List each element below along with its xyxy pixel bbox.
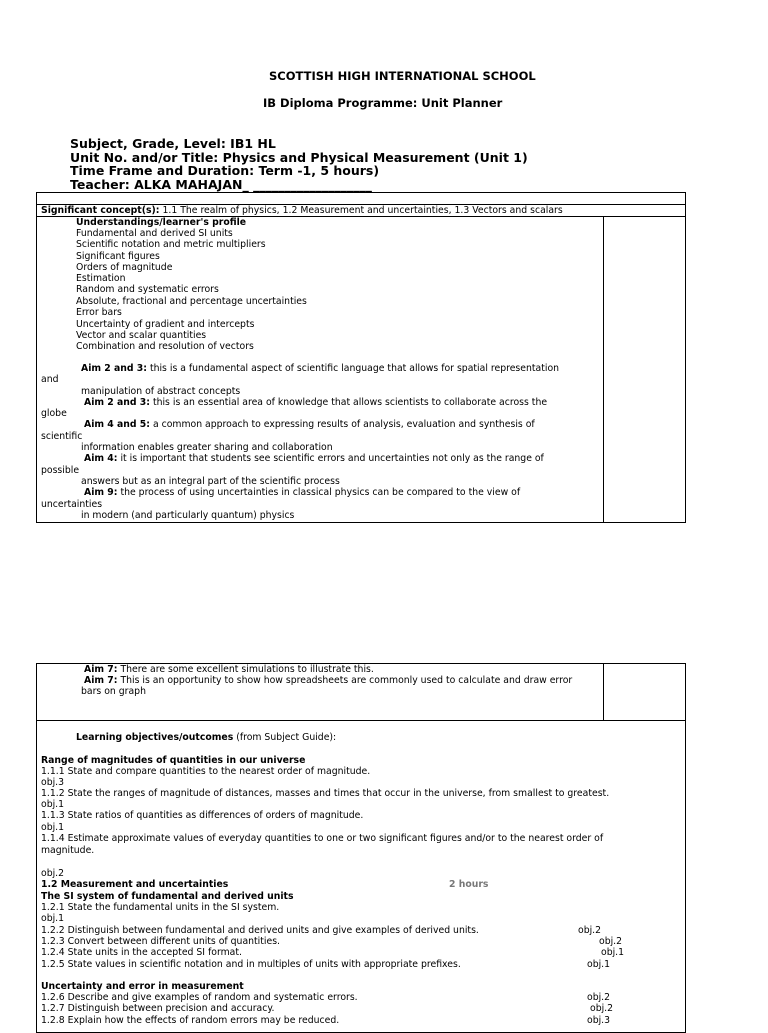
objective-cont: magnitude. <box>41 845 95 856</box>
understanding-item: Orders of magnitude <box>76 262 173 273</box>
objective-ref: obj.2 <box>599 936 623 947</box>
aim-label: Aim 2 and 3: <box>81 363 147 374</box>
programme-title: IB Diploma Programme: Unit Planner <box>263 96 503 110</box>
aim-cont: in modern (and particularly quantum) physics <box>81 510 295 521</box>
lo-suffix: (from Subject Guide): <box>233 732 337 743</box>
lo-label: Learning objectives/outcomes <box>76 732 234 743</box>
objective: 1.2.1 State the fundamental units in the SI system. <box>41 902 280 913</box>
aim7-line <box>84 675 572 686</box>
significant-concepts <box>41 205 563 216</box>
aim7-cont: bars on graph <box>81 686 146 697</box>
objective: 1.1.2 State the ranges of magnitude of distances, masses and times that occur in the universe, from smallest to greatest. <box>41 788 610 799</box>
aim-label: Aim 9: <box>84 487 118 498</box>
school-name: SCOTTISH HIGH INTERNATIONAL SCHOOL <box>269 69 536 83</box>
aim-label: Aim 7: <box>84 664 118 675</box>
table2-column-divider <box>603 663 604 720</box>
objective: 1.1.4 Estimate approximate values of everyday quantities to one or two significant figures and/or to the nearest order of <box>41 833 604 844</box>
aim-text: the process of using uncertainties in classical physics can be compared to the view of <box>117 487 521 498</box>
teacher-line: Teacher: ALKA MAHAJAN_ ___________________ <box>70 177 372 192</box>
subsection-title: The SI system of fundamental and derived units <box>41 891 294 902</box>
table2-rule <box>36 720 686 721</box>
understanding-item: Estimation <box>76 273 126 284</box>
aim-cont: answers but as an integral part of the scientific process <box>81 476 340 487</box>
objective: 1.2.7 Distinguish between precision and accuracy. <box>41 1003 275 1014</box>
understanding-item: Error bars <box>76 307 122 318</box>
aim-line <box>81 363 559 374</box>
objective-ref: obj.1 <box>41 799 65 810</box>
objective-ref: obj.1 <box>41 822 65 833</box>
understanding-item: Significant figures <box>76 251 160 262</box>
aim-label: Aim 7: <box>84 675 118 686</box>
objective-ref: obj.2 <box>41 868 65 879</box>
range-title: Range of magnitudes of quantities in our universe <box>41 755 306 766</box>
objective-ref: obj.1 <box>41 913 65 924</box>
objective: 1.2.6 Describe and give examples of random and systematic errors. <box>41 992 358 1003</box>
aim-text: this is a fundamental aspect of scientific language that allows for spatial representation <box>146 363 560 374</box>
aim-label: Aim 4 and 5: <box>84 419 150 430</box>
objective-ref: obj.3 <box>587 1015 611 1026</box>
aim-text: This is an opportunity to show how spreadsheets are commonly used to calculate and draw error <box>117 675 573 686</box>
aim-wrap: uncertainties <box>41 499 103 510</box>
aim-line <box>84 397 547 408</box>
aim-wrap: and <box>41 374 59 385</box>
aim-text: this is an essential area of knowledge that allows scientists to collaborate across the <box>149 397 548 408</box>
understanding-item: Vector and scalar quantities <box>76 330 207 341</box>
objective-ref: obj.1 <box>587 959 611 970</box>
objective-ref: obj.3 <box>41 777 65 788</box>
section-title: 1.2 Measurement and uncertainties <box>41 879 229 890</box>
objective: 1.2.5 State values in scientific notation and in multiples of units with appropriate prefixes. <box>41 959 461 970</box>
objective: 1.2.2 Distinguish between fundamental and derived units and give examples of derived units. <box>41 925 479 936</box>
section-hours: 2 hours <box>449 879 489 890</box>
objective: 1.2.8 Explain how the effects of random errors may be reduced. <box>41 1015 340 1026</box>
aim-cont: manipulation of abstract concepts <box>81 386 241 397</box>
understanding-item: Fundamental and derived SI units <box>76 228 233 239</box>
timeframe-line: Time Frame and Duration: Term -1, 5 hours) <box>70 163 380 178</box>
aim7-line <box>84 664 374 675</box>
table2-frame <box>36 663 686 1033</box>
understanding-item: Random and systematic errors <box>76 284 219 295</box>
table1-column-divider <box>603 216 604 523</box>
concepts-text: 1.1 The realm of physics, 1.2 Measurement and uncertainties, 1.3 Vectors and scalars <box>159 205 563 216</box>
aim-line <box>84 453 544 464</box>
objective-ref: obj.1 <box>601 947 625 958</box>
learning-objectives-heading <box>76 732 336 743</box>
objective: 1.1.3 State ratios of quantities as differences of orders of magnitude. <box>41 810 364 821</box>
aim-wrap: globe <box>41 408 67 419</box>
objective-ref: obj.2 <box>590 1003 614 1014</box>
aim-text: it is important that students see scientific errors and uncertainties not only as the range of <box>117 453 544 464</box>
unit-line: Unit No. and/or Title: Physics and Physical Measurement (Unit 1) <box>70 150 528 165</box>
aim-text: There are some excellent simulations to illustrate this. <box>117 664 374 675</box>
objective: 1.1.1 State and compare quantities to the nearest order of magnitude. <box>41 766 371 777</box>
concepts-label: Significant concept(s): <box>41 205 160 216</box>
objective-ref: obj.2 <box>578 925 602 936</box>
understanding-item: Uncertainty of gradient and intercepts <box>76 319 255 330</box>
subject-line: Subject, Grade, Level: IB1 HL <box>70 136 276 151</box>
understanding-item: Combination and resolution of vectors <box>76 341 254 352</box>
objective-ref: obj.2 <box>587 992 611 1003</box>
aim-label: Aim 4: <box>84 453 118 464</box>
aim-wrap: scientific <box>41 431 83 442</box>
objective: 1.2.4 State units in the accepted SI format. <box>41 947 242 958</box>
understandings-title: Understandings/learner's profile <box>76 217 247 228</box>
aim-wrap: possible <box>41 465 80 476</box>
objective: 1.2.3 Convert between different units of quantities. <box>41 936 281 947</box>
understanding-item: Absolute, fractional and percentage uncertainties <box>76 296 307 307</box>
subsection-title: Uncertainty and error in measurement <box>41 981 244 992</box>
aim-cont: information enables greater sharing and collaboration <box>81 442 333 453</box>
aim-label: Aim 2 and 3: <box>84 397 150 408</box>
aim-line <box>84 487 520 498</box>
aim-text: a common approach to expressing results of analysis, evaluation and synthesis of <box>149 419 535 430</box>
aim-line <box>84 419 535 430</box>
understanding-item: Scientific notation and metric multipliers <box>76 239 266 250</box>
